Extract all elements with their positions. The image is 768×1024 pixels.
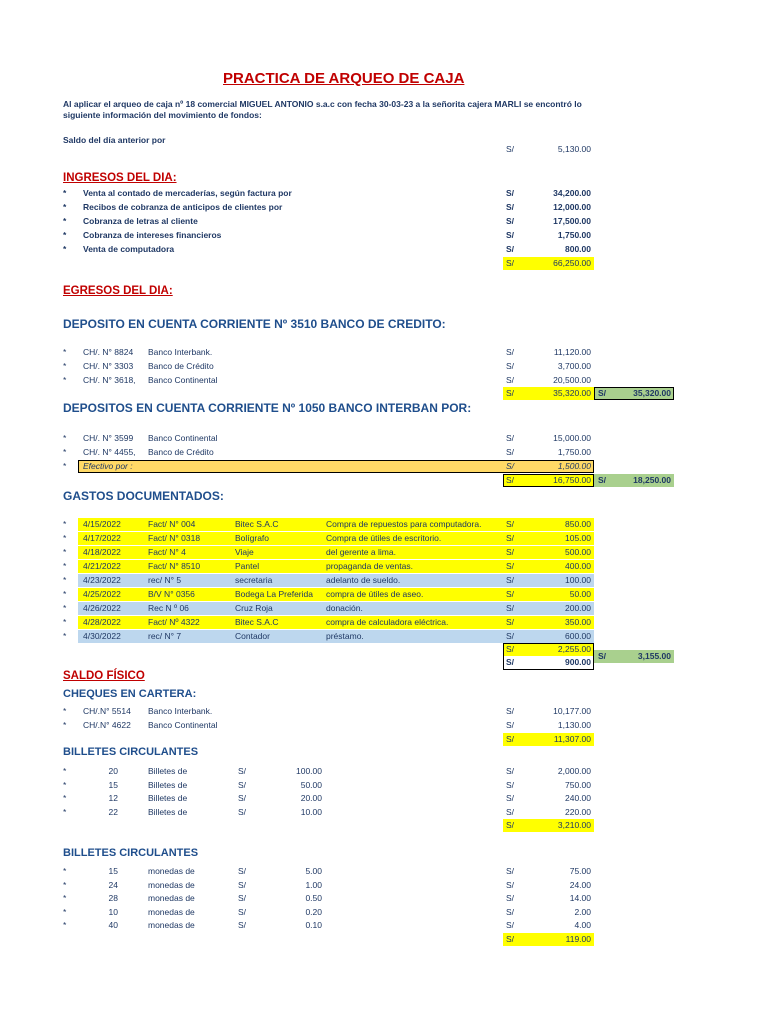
currency-label: S/	[506, 793, 515, 803]
currency-label: S/	[238, 779, 247, 790]
deposito1-total-row	[0, 387, 768, 400]
currency-label: S/	[238, 766, 247, 776]
currency-label: S/	[506, 879, 515, 890]
currency-label: S/	[238, 793, 247, 803]
list-item	[0, 518, 768, 531]
expense-date: 4/30/2022	[83, 631, 121, 641]
saldo-amount: 5,130.00	[557, 144, 591, 154]
document-number: Fact/ Nº 4322	[148, 617, 200, 627]
list-item	[0, 919, 768, 932]
item-amount: 12,000.00	[553, 202, 591, 212]
list-item	[0, 616, 768, 629]
expense-date: 4/28/2022	[83, 617, 121, 627]
bullet: *	[63, 561, 67, 571]
list-item	[0, 532, 768, 545]
item-amount: 220.00	[565, 806, 591, 817]
currency-label: S/	[506, 447, 515, 457]
bullet: *	[63, 617, 67, 627]
currency-label: S/	[506, 766, 515, 776]
ingresos-total-row	[0, 257, 768, 270]
bullet: *	[63, 631, 67, 641]
item-amount: 11,120.00	[553, 347, 591, 357]
item-label: Venta de computadora	[83, 244, 175, 254]
billetes-total: 3,210.00	[557, 820, 591, 830]
list-item	[0, 243, 768, 256]
unit-label: Billetes de	[148, 806, 188, 817]
bullet: *	[63, 244, 67, 254]
deposito2-side-total: 18,250.00	[633, 475, 671, 485]
currency-label: S/	[506, 657, 515, 667]
item-amount: 350.00	[565, 617, 591, 627]
document-number: Fact/ N° 8510	[148, 561, 201, 571]
currency-label: S/	[506, 631, 515, 641]
bullet: *	[63, 447, 67, 457]
list-item	[0, 374, 768, 387]
item-amount: 4.00	[574, 920, 591, 930]
cheque-number: CH/. N° 3303	[83, 361, 134, 371]
bullet: *	[63, 230, 67, 240]
bank-name: Banco Interbank.	[148, 706, 213, 716]
saldo-label: Saldo del día anterior por	[63, 135, 166, 145]
denomination: 0.50	[305, 893, 322, 903]
item-amount: 75.00	[569, 866, 591, 876]
bullet: *	[63, 720, 67, 730]
currency-label: S/	[506, 906, 515, 917]
document-number: Fact/ N° 4	[148, 547, 186, 557]
currency-label: S/	[506, 934, 515, 944]
vendor-name: secretaria	[235, 575, 273, 585]
item-amount: 100.00	[565, 575, 591, 585]
currency-label: S/	[238, 866, 247, 876]
list-item	[0, 229, 768, 242]
item-amount: 500.00	[565, 547, 591, 557]
currency-label: S/	[506, 230, 515, 240]
item-amount: 24.00	[569, 879, 591, 890]
expense-date: 4/21/2022	[83, 561, 121, 571]
bullet: *	[63, 519, 67, 529]
bank-name: Banco Continental	[148, 720, 218, 730]
cheque-number: CH/.N° 5514	[83, 706, 131, 716]
document-number: Fact/ N° 0318	[148, 533, 201, 543]
list-item	[0, 187, 768, 200]
currency-label: S/	[506, 216, 515, 226]
bullet: *	[63, 920, 67, 930]
bullet: *	[63, 706, 67, 716]
cheque-number: CH/.N° 4622	[83, 720, 131, 730]
expense-date: 4/17/2022	[83, 533, 121, 543]
currency-label: S/	[598, 651, 607, 661]
list-item	[0, 215, 768, 228]
deposito1-total: 35,320.00	[553, 388, 591, 398]
cheque-number: CH/. N° 3618,	[83, 375, 136, 385]
ingresos-total: 66,250.00	[553, 258, 591, 268]
page-title: PRACTICA DE ARQUEO DE CAJA	[223, 70, 465, 87]
expense-description: propaganda de ventas.	[326, 561, 413, 571]
expense-date: 4/26/2022	[83, 603, 121, 613]
currency-label: S/	[506, 820, 515, 830]
expense-date: 4/15/2022	[83, 519, 121, 529]
list-item	[0, 792, 768, 805]
expense-description: del gerente a lima.	[326, 547, 396, 557]
bullet: *	[63, 589, 67, 599]
item-label: Recibos de cobranza de anticipos de clientes por	[83, 202, 283, 212]
item-amount: 400.00	[565, 561, 591, 571]
expense-date: 4/18/2022	[83, 547, 121, 557]
bullet: *	[63, 547, 67, 557]
currency-label: S/	[506, 893, 515, 903]
cheques-total-row	[0, 733, 768, 746]
currency-label: S/	[506, 461, 515, 471]
item-amount: 750.00	[565, 779, 591, 790]
currency-label: S/	[506, 258, 515, 268]
bullet: *	[63, 793, 67, 803]
currency-label: S/	[506, 779, 515, 790]
efectivo-row	[0, 460, 768, 473]
item-label: Cobranza de letras al cliente	[83, 216, 198, 226]
currency-label: S/	[506, 603, 515, 613]
currency-label: S/	[506, 202, 515, 212]
expense-description: compra de calculadora eléctrica.	[326, 617, 449, 627]
unit-label: monedas de	[148, 906, 195, 917]
item-amount: 10,177.00	[553, 706, 591, 716]
currency-label: S/	[506, 575, 515, 585]
currency-label: S/	[506, 433, 515, 443]
gastos-side-row	[0, 650, 768, 663]
item-amount: 17,500.00	[553, 216, 591, 226]
cheque-number: CH/. N° 4455,	[83, 447, 136, 457]
unit-label: Billetes de	[148, 779, 188, 790]
bullet: *	[63, 806, 67, 817]
currency-label: S/	[506, 734, 515, 744]
currency-label: S/	[506, 547, 515, 557]
vendor-name: Contador	[235, 631, 270, 641]
currency-label: S/	[506, 920, 515, 930]
gastos-total: 2,255.00	[557, 644, 591, 654]
efectivo-label: Efectivo por :	[83, 461, 133, 471]
denomination: 1.00	[305, 879, 322, 890]
list-item	[0, 446, 768, 459]
currency-label: S/	[598, 475, 607, 485]
bullet: *	[63, 202, 67, 212]
item-amount: 240.00	[565, 793, 591, 803]
item-amount: 34,200.00	[553, 188, 591, 198]
bullet: *	[63, 766, 67, 776]
bank-name: Banco Continental	[148, 433, 218, 443]
denomination: 0.20	[305, 906, 322, 917]
currency-label: S/	[506, 706, 515, 716]
denomination: 100.00	[296, 766, 322, 776]
list-item	[0, 765, 768, 778]
list-item	[0, 705, 768, 718]
expense-description: préstamo.	[326, 631, 364, 641]
quantity: 12	[108, 793, 118, 803]
list-item	[0, 201, 768, 214]
document-number: rec/ N° 5	[148, 575, 182, 585]
expense-description: adelanto de sueldo.	[326, 575, 401, 585]
item-label: Cobranza de intereses financieros	[83, 230, 222, 240]
bullet: *	[63, 893, 67, 903]
quantity: 24	[108, 879, 118, 890]
gastos-total2: 900.00	[565, 657, 591, 667]
bullet: *	[63, 375, 67, 385]
item-amount: 850.00	[565, 519, 591, 529]
unit-label: monedas de	[148, 920, 195, 930]
currency-label: S/	[506, 533, 515, 543]
item-amount: 1,750.00	[557, 447, 591, 457]
list-item	[0, 630, 768, 643]
unit-label: Billetes de	[148, 793, 188, 803]
vendor-name: Viaje	[235, 547, 254, 557]
bank-name: Banco de Crédito	[148, 447, 214, 457]
denomination: 20.00	[300, 793, 322, 803]
currency-label: S/	[238, 806, 247, 817]
vendor-name: Cruz Roja	[235, 603, 273, 613]
bullet: *	[63, 461, 67, 471]
item-amount: 600.00	[565, 631, 591, 641]
egresos-heading: EGRESOS DEL DIA:	[63, 285, 173, 297]
list-item	[0, 892, 768, 905]
currency-label: S/	[506, 644, 515, 654]
intro-line-2: siguiente información del movimiento de fondos:	[63, 110, 262, 120]
bullet: *	[63, 879, 67, 890]
list-item	[0, 574, 768, 587]
vendor-name: Bolígrafo	[235, 533, 270, 543]
currency-label: S/	[506, 347, 515, 357]
currency-label: S/	[506, 375, 515, 385]
item-amount: 200.00	[565, 603, 591, 613]
currency-label: S/	[238, 920, 247, 930]
item-label: Venta al contado de mercaderías, según factura por	[83, 188, 292, 198]
saldo-fisico-heading: SALDO FÍSICO	[63, 670, 145, 682]
currency-label: S/	[506, 244, 515, 254]
bullet: *	[63, 216, 67, 226]
monedas-heading: BILLETES CIRCULANTES	[63, 847, 199, 859]
saldo-row	[0, 143, 768, 156]
quantity: 20	[108, 766, 118, 776]
bullet: *	[63, 188, 67, 198]
unit-label: monedas de	[148, 866, 195, 876]
list-item	[0, 546, 768, 559]
currency-label: S/	[506, 617, 515, 627]
bullet: *	[63, 575, 67, 585]
list-item	[0, 588, 768, 601]
cheques-heading: CHEQUES EN CARTERA:	[63, 688, 197, 700]
item-amount: 15,000.00	[553, 433, 591, 443]
quantity: 22	[108, 806, 118, 817]
deposito2-heading: DEPOSITOS EN CUENTA CORRIENTE Nº 1050 BANCO INTERBAN POR:	[63, 401, 472, 415]
deposito2-total: 16,750.00	[553, 475, 591, 485]
expense-date: 4/23/2022	[83, 575, 121, 585]
currency-label: S/	[506, 388, 515, 398]
denomination: 0.10	[305, 920, 322, 930]
quantity: 15	[108, 866, 118, 876]
deposito2-total-row	[0, 474, 768, 487]
list-item	[0, 719, 768, 732]
currency-label: S/	[506, 361, 515, 371]
efectivo-amount: 1,500.00	[557, 461, 591, 471]
list-item	[0, 879, 768, 892]
deposito1-heading: DEPOSITO EN CUENTA CORRIENTE Nº 3510 BANCO DE CREDITO:	[63, 317, 446, 331]
cheques-total: 11,307.00	[553, 734, 591, 744]
currency-label: S/	[506, 589, 515, 599]
expense-description: donación.	[326, 603, 363, 613]
bullet: *	[63, 603, 67, 613]
list-item	[0, 560, 768, 573]
item-amount: 3,700.00	[557, 361, 591, 371]
item-amount: 2,000.00	[557, 766, 591, 776]
denomination: 10.00	[300, 806, 322, 817]
monedas-total: 119.00	[565, 934, 591, 944]
item-amount: 20,500.00	[553, 375, 591, 385]
expense-description: Compra de útiles de escritorio.	[326, 533, 442, 543]
ingresos-heading: INGRESOS DEL DIA:	[63, 172, 177, 184]
bullet: *	[63, 361, 67, 371]
billetes-heading: BILLETES CIRCULANTES	[63, 746, 199, 758]
document-number: Fact/ N° 004	[148, 519, 196, 529]
expense-description: Compra de repuestos para computadora.	[326, 519, 482, 529]
quantity: 28	[108, 893, 118, 903]
item-amount: 1,130.00	[557, 720, 591, 730]
item-amount: 14.00	[569, 893, 591, 903]
denomination: 50.00	[300, 779, 322, 790]
bank-name: Banco Interbank.	[148, 347, 213, 357]
billetes-total-row	[0, 819, 768, 832]
list-item	[0, 432, 768, 445]
list-item	[0, 865, 768, 878]
quantity: 10	[108, 906, 118, 917]
currency-label: S/	[238, 906, 247, 917]
bullet: *	[63, 433, 67, 443]
bank-name: Banco de Crédito	[148, 361, 214, 371]
currency-label: S/	[506, 519, 515, 529]
vendor-name: Bitec S.A.C	[235, 519, 279, 529]
list-item	[0, 779, 768, 792]
currency-label: S/	[506, 806, 515, 817]
document-number: B/V N° 0356	[148, 589, 195, 599]
gastos-side-total: 3,155.00	[637, 651, 671, 661]
currency-label: S/	[238, 893, 247, 903]
unit-label: Billetes de	[148, 766, 188, 776]
item-amount: 2.00	[574, 906, 591, 917]
unit-label: monedas de	[148, 893, 195, 903]
item-amount: 800.00	[565, 244, 591, 254]
list-item	[0, 602, 768, 615]
denomination: 5.00	[305, 866, 322, 876]
document-number: rec/ N° 7	[148, 631, 182, 641]
list-item	[0, 360, 768, 373]
intro-line-1: Al aplicar el arqueo de caja nº 18 comercial MIGUEL ANTONIO s.a.c con fecha 30-03-23 a la señorita cajera MARLI se encontró lo	[63, 99, 582, 109]
monedas-total-row	[0, 933, 768, 946]
currency-label: S/	[506, 144, 515, 154]
bank-name: Banco Continental	[148, 375, 218, 385]
currency-label: S/	[506, 188, 515, 198]
vendor-name: Bitec S.A.C	[235, 617, 279, 627]
bullet: *	[63, 779, 67, 790]
cheque-number: CH/. N° 3599	[83, 433, 134, 443]
item-amount: 1,750.00	[557, 230, 591, 240]
cheque-number: CH/. N° 8824	[83, 347, 134, 357]
expense-date: 4/25/2022	[83, 589, 121, 599]
vendor-name: Bodega La Preferida	[235, 589, 313, 599]
currency-label: S/	[506, 866, 515, 876]
expense-description: compra de útiles de aseo.	[326, 589, 424, 599]
list-item	[0, 346, 768, 359]
currency-label: S/	[598, 388, 607, 398]
item-amount: 50.00	[569, 589, 591, 599]
document-number: Rec N º 06	[148, 603, 189, 613]
vendor-name: Pantel	[235, 561, 260, 571]
currency-label: S/	[506, 561, 515, 571]
bullet: *	[63, 866, 67, 876]
unit-label: monedas de	[148, 879, 195, 890]
currency-label: S/	[506, 475, 515, 485]
list-item	[0, 806, 768, 819]
deposito1-side-total: 35,320.00	[633, 388, 671, 398]
quantity: 40	[108, 920, 118, 930]
bullet: *	[63, 533, 67, 543]
gastos-heading: GASTOS DOCUMENTADOS:	[63, 489, 224, 503]
bullet: *	[63, 347, 67, 357]
bullet: *	[63, 906, 67, 917]
currency-label: S/	[238, 879, 247, 890]
currency-label: S/	[506, 720, 515, 730]
quantity: 15	[108, 779, 118, 790]
item-amount: 105.00	[565, 533, 591, 543]
list-item	[0, 906, 768, 919]
